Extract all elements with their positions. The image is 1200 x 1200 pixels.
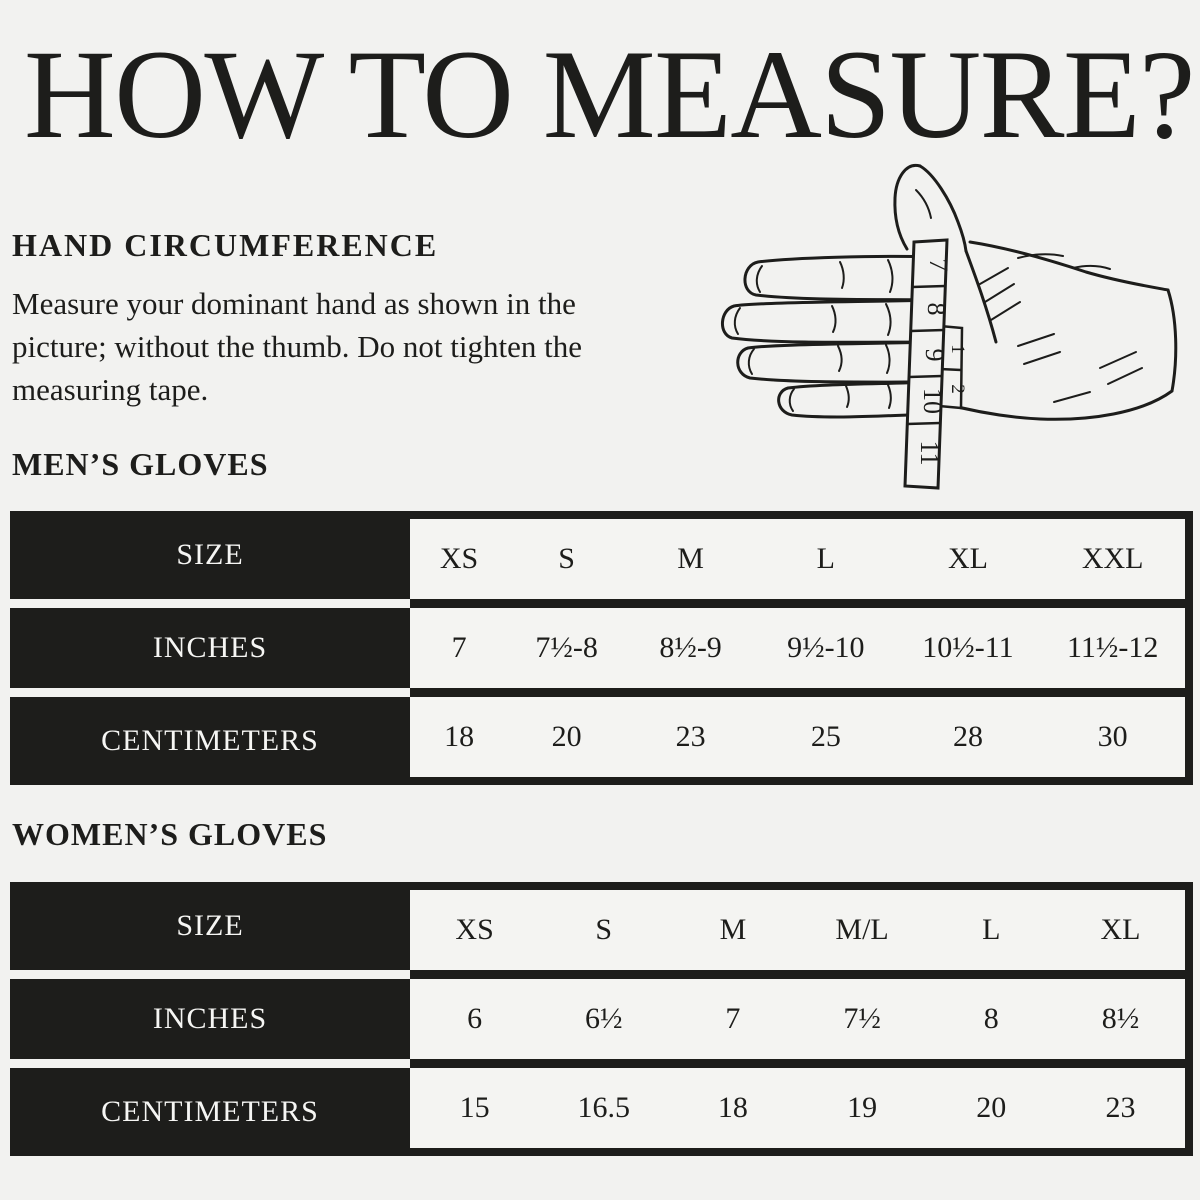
inches-cell: 6 [467,1002,483,1035]
row-values [410,697,1193,785]
cm-cell: 16.5 [577,1091,630,1124]
size-cell: S [558,542,575,575]
size-cell: XL [947,542,988,575]
row-separator [10,688,1193,697]
row-label: SIZE [10,882,410,970]
tape-number: 11 [915,440,944,466]
size-cell: XL [1100,913,1141,946]
mens-size-table [10,511,1193,785]
row-values [410,1068,1193,1156]
page-title: HOW TO MEASURE? [24,25,1194,165]
table-row-centimeters [10,697,1193,785]
row-values [410,608,1193,688]
size-cell: M [719,913,747,946]
hand-instructions [12,282,582,411]
table-row-size [10,511,1193,599]
inches-cell: 7 [725,1002,741,1035]
inches-cell: 7½-8 [535,631,598,664]
tape-number: 7 [924,258,953,272]
inches-cell: 10½-11 [922,631,1014,664]
row-separator [10,1059,1193,1068]
size-cell: L [982,913,1001,946]
inches-cell: 8½-9 [659,631,722,664]
instruction-line: measuring tape. [12,372,209,407]
inches-cell: 11½-12 [1066,631,1159,664]
inches-cell: 7 [451,631,467,664]
row-values [410,979,1193,1059]
hand-circumference-heading: HAND CIRCUMFERENCE [12,227,439,263]
row-label: CENTIMETERS [10,1068,410,1156]
inches-cell: 8½ [1101,1002,1140,1035]
cm-cell: 23 [675,720,706,753]
inches-cell: 8 [983,1002,999,1035]
mens-gloves-heading: MEN’S GLOVES [12,446,269,482]
table-row-inches [10,979,1193,1059]
size-cell: XS [439,542,479,575]
table-row-inches [10,608,1193,688]
tape-number: 10 [918,388,947,414]
cm-cell: 23 [1105,1091,1136,1124]
inches-cell: 7½ [843,1002,881,1035]
row-separator [10,599,1193,608]
hand-measuring-tape-illustration [718,156,1193,496]
cm-cell: 20 [551,720,582,753]
instruction-line: picture; without the thumb. Do not tighten the [12,329,582,364]
row-values [410,882,1193,970]
size-cell: S [595,913,613,946]
cm-cell: 18 [717,1091,748,1124]
cm-cell: 20 [976,1091,1007,1124]
tape-number: 8 [922,302,951,316]
cm-cell: 15 [459,1091,490,1124]
womens-gloves-heading: WOMEN’S GLOVES [12,816,328,852]
row-values [410,511,1193,599]
tape-number: 9 [920,348,949,362]
cm-cell: 25 [810,720,841,753]
table-row-centimeters [10,1068,1193,1156]
tape-number: 1 [947,344,968,354]
tape-number: 2 [947,384,968,394]
table-row-size [10,882,1193,970]
size-cell: XS [455,913,494,946]
row-label: SIZE [10,511,410,599]
cm-cell: 18 [444,720,475,753]
row-separator [10,970,1193,979]
size-cell: M/L [835,913,889,946]
cm-cell: 30 [1097,720,1128,753]
row-label: CENTIMETERS [10,697,410,785]
size-cell: M [677,542,704,575]
inches-cell: 9½-10 [787,631,865,664]
instruction-line: Measure your dominant hand as shown in the [12,286,576,321]
row-label: INCHES [10,608,410,688]
size-cell: L [816,542,835,575]
row-label: INCHES [10,979,410,1059]
size-cell: XXL [1081,542,1144,575]
cm-cell: 19 [847,1091,878,1124]
womens-size-table [10,882,1193,1156]
cm-cell: 28 [952,720,983,753]
inches-cell: 6½ [585,1002,623,1035]
